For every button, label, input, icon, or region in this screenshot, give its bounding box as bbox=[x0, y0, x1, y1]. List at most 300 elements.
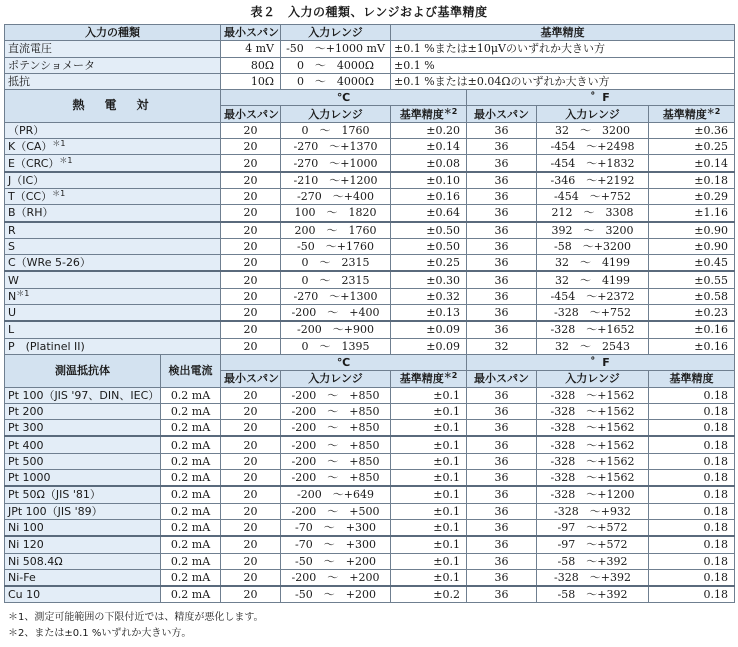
c-accuracy: ±0.09 bbox=[391, 338, 467, 354]
rtd-name: Pt 500 bbox=[5, 453, 161, 469]
c-accuracy: ±0.1 bbox=[391, 519, 467, 536]
f-accuracy: 0.18 bbox=[649, 436, 735, 453]
c-range: -200 ～+649 bbox=[281, 486, 391, 503]
f-min-span: 36 bbox=[467, 586, 537, 603]
rtd-current: 0.2 mA bbox=[161, 486, 221, 503]
f-accuracy: ±0.55 bbox=[649, 271, 735, 288]
f-range: -328 ～+1562 bbox=[537, 387, 649, 403]
c-min-span: 20 bbox=[221, 188, 281, 204]
input-accuracy: ±0.1 % bbox=[391, 57, 735, 73]
tc-name-label: L bbox=[8, 323, 15, 337]
c-range: -270 ～+1300 bbox=[281, 288, 391, 304]
f-range: -328 ～+1562 bbox=[537, 420, 649, 437]
f-min-span: 36 bbox=[467, 553, 537, 569]
f-accuracy: 0.18 bbox=[649, 503, 735, 519]
f-range: -454 ～+2372 bbox=[537, 288, 649, 304]
f-min-span: 36 bbox=[467, 305, 537, 322]
f-min-span: 36 bbox=[467, 403, 537, 419]
rtd-current: 0.2 mA bbox=[161, 403, 221, 419]
col-accuracy-label: 基準精度 bbox=[662, 107, 707, 121]
input-row bbox=[5, 73, 735, 89]
c-range: -200 ～ +400 bbox=[281, 305, 391, 322]
tc-name-label: E（CRC） bbox=[8, 156, 60, 170]
section-title: 熱 電 対 bbox=[5, 90, 221, 123]
f-range: -58 ～+3200 bbox=[537, 238, 649, 254]
c-range: -210 ～+1200 bbox=[281, 172, 391, 189]
header-min-span: 最小スパン bbox=[221, 25, 281, 41]
input-accuracy: ±0.1 %または±0.04Ωのいずれか大きい方 bbox=[391, 73, 735, 89]
c-accuracy: ±0.30 bbox=[391, 271, 467, 288]
f-range: 32 ～ 4199 bbox=[537, 271, 649, 288]
f-range: -346 ～+2192 bbox=[537, 172, 649, 189]
note-mark: ＊2 bbox=[443, 371, 458, 381]
f-min-span: 36 bbox=[467, 122, 537, 138]
c-min-span: 20 bbox=[221, 436, 281, 453]
unit-fahrenheit: ゜F bbox=[467, 90, 735, 106]
f-accuracy: ±0.25 bbox=[649, 139, 735, 155]
tc-row bbox=[5, 338, 735, 354]
c-accuracy: ±0.10 bbox=[391, 172, 467, 189]
tc-row bbox=[5, 205, 735, 222]
tc-name-label: S bbox=[8, 240, 15, 253]
f-accuracy: 0.18 bbox=[649, 403, 735, 419]
col-min-span: 最小スパン bbox=[467, 371, 537, 387]
input-min-span: 4 mV bbox=[221, 41, 281, 57]
rtd-row bbox=[5, 519, 735, 536]
c-min-span: 20 bbox=[221, 205, 281, 222]
tc-name-label: J（IC） bbox=[8, 173, 45, 187]
f-accuracy: ±0.90 bbox=[649, 222, 735, 239]
f-min-span: 36 bbox=[467, 569, 537, 586]
table-title: 表２ 入力の種類、レンジおよび基準精度 bbox=[250, 5, 488, 19]
f-range: -328 ～+392 bbox=[537, 569, 649, 586]
rtd-name: Ni 100 bbox=[5, 519, 161, 536]
col-accuracy-label: 基準精度 bbox=[399, 107, 444, 121]
f-min-span: 36 bbox=[467, 519, 537, 536]
tc-row bbox=[5, 321, 735, 338]
col-accuracy bbox=[649, 106, 735, 122]
c-accuracy: ±0.64 bbox=[391, 205, 467, 222]
c-range: -50 ～ +200 bbox=[281, 553, 391, 569]
c-accuracy: ±0.1 bbox=[391, 403, 467, 419]
rtd-name: Pt 200 bbox=[5, 403, 161, 419]
f-accuracy: 0.18 bbox=[649, 387, 735, 403]
f-accuracy: ±0.18 bbox=[649, 172, 735, 189]
tc-row bbox=[5, 122, 735, 138]
tc-name-label: W bbox=[8, 273, 19, 287]
f-accuracy: 0.18 bbox=[649, 420, 735, 437]
c-range: -200 ～ +500 bbox=[281, 503, 391, 519]
c-accuracy: ±0.20 bbox=[391, 122, 467, 138]
f-min-span: 36 bbox=[467, 486, 537, 503]
col-input-range: 入力レンジ bbox=[281, 106, 391, 122]
c-min-span: 20 bbox=[221, 536, 281, 553]
f-accuracy: ±0.29 bbox=[649, 188, 735, 204]
f-range: -328 ～+932 bbox=[537, 503, 649, 519]
tc-name-label: T（CC） bbox=[8, 190, 53, 204]
tc-row bbox=[5, 255, 735, 272]
c-accuracy: ±0.1 bbox=[391, 553, 467, 569]
col-min-span: 最小スパン bbox=[221, 371, 281, 387]
tc-name bbox=[5, 188, 221, 204]
tc-row bbox=[5, 305, 735, 322]
col-min-span: 最小スパン bbox=[467, 106, 537, 122]
c-accuracy: ±0.32 bbox=[391, 288, 467, 304]
c-range: 0 ～ 2315 bbox=[281, 271, 391, 288]
f-min-span: 36 bbox=[467, 139, 537, 155]
rtd-name: Pt 300 bbox=[5, 420, 161, 437]
unit-fahrenheit: ゜F bbox=[467, 354, 735, 370]
f-range: -328 ～+1562 bbox=[537, 403, 649, 419]
c-range: -200 ～ +850 bbox=[281, 470, 391, 487]
c-accuracy: ±0.1 bbox=[391, 436, 467, 453]
rtd-name: Ni 508.4Ω bbox=[5, 553, 161, 569]
tc-name bbox=[5, 122, 221, 138]
c-accuracy: ±0.1 bbox=[391, 569, 467, 586]
f-accuracy: 0.18 bbox=[649, 519, 735, 536]
input-type-name: ポテンショメータ bbox=[5, 57, 221, 73]
footnotes bbox=[8, 610, 264, 642]
rtd-row bbox=[5, 586, 735, 603]
rtd-row bbox=[5, 503, 735, 519]
c-accuracy: ±0.1 bbox=[391, 453, 467, 469]
f-accuracy: ±0.45 bbox=[649, 255, 735, 272]
input-accuracy: ±0.1 %または±10μVのいずれか大きい方 bbox=[391, 41, 735, 57]
c-accuracy: ±0.2 bbox=[391, 586, 467, 603]
f-range: -328 ～+1562 bbox=[537, 453, 649, 469]
f-min-span: 36 bbox=[467, 436, 537, 453]
rtd-current: 0.2 mA bbox=[161, 569, 221, 586]
spec-table bbox=[4, 24, 735, 603]
c-min-span: 20 bbox=[221, 420, 281, 437]
tc-name bbox=[5, 139, 221, 155]
rtd-row bbox=[5, 420, 735, 437]
rtd-row bbox=[5, 486, 735, 503]
c-range: 200 ～ 1760 bbox=[281, 222, 391, 239]
col-accuracy bbox=[391, 106, 467, 122]
tc-name bbox=[5, 321, 221, 338]
c-range: -200 ～+900 bbox=[281, 321, 391, 338]
rtd-current: 0.2 mA bbox=[161, 586, 221, 603]
c-min-span: 20 bbox=[221, 122, 281, 138]
c-min-span: 20 bbox=[221, 238, 281, 254]
f-range: -328 ～+1562 bbox=[537, 470, 649, 487]
tc_table-unit-row bbox=[5, 90, 735, 106]
col-input-range: 入力レンジ bbox=[281, 371, 391, 387]
tc-name bbox=[5, 238, 221, 254]
f-range: 32 ～ 3200 bbox=[537, 122, 649, 138]
f-range: 392 ～ 3200 bbox=[537, 222, 649, 239]
c-accuracy: ±0.09 bbox=[391, 321, 467, 338]
f-range: 212 ～ 3308 bbox=[537, 205, 649, 222]
f-accuracy: ±1.16 bbox=[649, 205, 735, 222]
tc-name bbox=[5, 155, 221, 172]
input-row bbox=[5, 57, 735, 73]
f-min-span: 36 bbox=[467, 271, 537, 288]
c-min-span: 20 bbox=[221, 271, 281, 288]
c-min-span: 20 bbox=[221, 569, 281, 586]
f-min-span: 36 bbox=[467, 255, 537, 272]
current-header: 検出電流 bbox=[161, 354, 221, 387]
c-accuracy: ±0.25 bbox=[391, 255, 467, 272]
tc-name bbox=[5, 338, 221, 354]
c-min-span: 20 bbox=[221, 139, 281, 155]
tc-row bbox=[5, 172, 735, 189]
f-accuracy: 0.18 bbox=[649, 470, 735, 487]
tc-name-label: R bbox=[8, 223, 16, 237]
note-mark: ＊1 bbox=[52, 189, 66, 199]
f-accuracy: 0.18 bbox=[649, 536, 735, 553]
c-accuracy: ±0.50 bbox=[391, 238, 467, 254]
f-min-span: 36 bbox=[467, 503, 537, 519]
col-accuracy-label: 基準精度 bbox=[399, 372, 444, 386]
input-row bbox=[5, 41, 735, 57]
f-range: -328 ～+1200 bbox=[537, 486, 649, 503]
f-range: 32 ～ 2543 bbox=[537, 338, 649, 354]
col-min-span: 最小スパン bbox=[221, 106, 281, 122]
f-accuracy: ±0.14 bbox=[649, 155, 735, 172]
tc-name-label: U bbox=[8, 306, 17, 320]
c-range: 0 ～ 1760 bbox=[281, 122, 391, 138]
tc-name bbox=[5, 222, 221, 239]
input-range: 0 ～ 4000Ω bbox=[281, 57, 391, 73]
f-accuracy: 0.18 bbox=[649, 586, 735, 603]
rtd-row bbox=[5, 387, 735, 403]
f-accuracy: ±0.58 bbox=[649, 288, 735, 304]
c-accuracy: ±0.1 bbox=[391, 536, 467, 553]
c-min-span: 20 bbox=[221, 155, 281, 172]
f-range: -454 ～+1832 bbox=[537, 155, 649, 172]
f-range: -454 ～+752 bbox=[537, 188, 649, 204]
c-range: -270 ～+1370 bbox=[281, 139, 391, 155]
c-accuracy: ±0.14 bbox=[391, 139, 467, 155]
tc-name-label: P (Platinel II) bbox=[8, 339, 85, 353]
rtd-row bbox=[5, 536, 735, 553]
c-min-span: 20 bbox=[221, 338, 281, 354]
c-min-span: 20 bbox=[221, 403, 281, 419]
f-min-span: 36 bbox=[467, 453, 537, 469]
col-input-range: 入力レンジ bbox=[537, 106, 649, 122]
tc-name bbox=[5, 172, 221, 189]
f-range: -58 ～+392 bbox=[537, 586, 649, 603]
rtd-current: 0.2 mA bbox=[161, 387, 221, 403]
c-range: -50 ～+1760 bbox=[281, 238, 391, 254]
tc-row bbox=[5, 139, 735, 155]
input-min-span: 10Ω bbox=[221, 73, 281, 89]
rtd-name: Ni 120 bbox=[5, 536, 161, 553]
col-accuracy bbox=[649, 371, 735, 387]
c-accuracy: ±0.1 bbox=[391, 420, 467, 437]
tc-name bbox=[5, 305, 221, 322]
c-min-span: 20 bbox=[221, 288, 281, 304]
c-min-span: 20 bbox=[221, 486, 281, 503]
tc-row bbox=[5, 238, 735, 254]
rtd-row bbox=[5, 436, 735, 453]
rtd-row bbox=[5, 569, 735, 586]
c-min-span: 20 bbox=[221, 453, 281, 469]
rtd-name: Cu 10 bbox=[5, 586, 161, 603]
section-title: 測温抵抗体 bbox=[5, 354, 161, 387]
note-mark: ＊2 bbox=[443, 106, 458, 116]
c-range: -270 ～+1000 bbox=[281, 155, 391, 172]
tc-name bbox=[5, 271, 221, 288]
f-min-span: 36 bbox=[467, 420, 537, 437]
tc-name bbox=[5, 288, 221, 304]
f-accuracy: 0.18 bbox=[649, 453, 735, 469]
input-type-name: 直流電圧 bbox=[5, 41, 221, 57]
f-range: -328 ～+752 bbox=[537, 305, 649, 322]
c-accuracy: ±0.16 bbox=[391, 188, 467, 204]
rtd-row bbox=[5, 470, 735, 487]
header-input-type: 入力の種類 bbox=[5, 25, 221, 41]
c-range: -200 ～ +850 bbox=[281, 387, 391, 403]
f-accuracy: ±0.16 bbox=[649, 321, 735, 338]
c-min-span: 20 bbox=[221, 255, 281, 272]
f-accuracy: ±0.36 bbox=[649, 122, 735, 138]
f-min-span: 36 bbox=[467, 188, 537, 204]
c-range: -70 ～ +300 bbox=[281, 519, 391, 536]
c-min-span: 20 bbox=[221, 470, 281, 487]
f-min-span: 36 bbox=[467, 321, 537, 338]
c-range: -270 ～+400 bbox=[281, 188, 391, 204]
f-min-span: 36 bbox=[467, 155, 537, 172]
tc-row bbox=[5, 271, 735, 288]
rtd-current: 0.2 mA bbox=[161, 553, 221, 569]
f-accuracy: ±0.90 bbox=[649, 238, 735, 254]
f-range: -454 ～+2498 bbox=[537, 139, 649, 155]
col-accuracy-label: 基準精度 bbox=[669, 372, 714, 386]
rtd-current: 0.2 mA bbox=[161, 519, 221, 536]
input-range: -50 ～+1000 mV bbox=[281, 41, 391, 57]
tc-row bbox=[5, 222, 735, 239]
header-input-range: 入力レンジ bbox=[281, 25, 391, 41]
c-accuracy: ±0.50 bbox=[391, 222, 467, 239]
c-accuracy: ±0.13 bbox=[391, 305, 467, 322]
f-range: -328 ～+1652 bbox=[537, 321, 649, 338]
c-accuracy: ±0.08 bbox=[391, 155, 467, 172]
c-range: -200 ～ +850 bbox=[281, 436, 391, 453]
spec-table-body bbox=[5, 25, 735, 603]
c-min-span: 20 bbox=[221, 387, 281, 403]
rtd-name: Ni-Fe bbox=[5, 569, 161, 586]
rtd-row bbox=[5, 553, 735, 569]
c-min-span: 20 bbox=[221, 503, 281, 519]
tc-row bbox=[5, 155, 735, 172]
c-range: -200 ～ +850 bbox=[281, 453, 391, 469]
f-accuracy: 0.18 bbox=[649, 553, 735, 569]
f-accuracy: 0.18 bbox=[649, 486, 735, 503]
c-accuracy: ±0.1 bbox=[391, 503, 467, 519]
c-range: -200 ～ +850 bbox=[281, 420, 391, 437]
rtd-name: Pt 1000 bbox=[5, 470, 161, 487]
f-min-span: 36 bbox=[467, 536, 537, 553]
input-type-name: 抵抗 bbox=[5, 73, 221, 89]
rtd_table-unit-row bbox=[5, 354, 735, 370]
c-min-span: 20 bbox=[221, 519, 281, 536]
c-range: -70 ～ +300 bbox=[281, 536, 391, 553]
f-range: -97 ～+572 bbox=[537, 519, 649, 536]
rtd-current: 0.2 mA bbox=[161, 536, 221, 553]
c-range: -200 ～ +850 bbox=[281, 403, 391, 419]
f-min-span: 36 bbox=[467, 238, 537, 254]
rtd-name: JPt 100（JIS '89） bbox=[5, 503, 161, 519]
f-min-span: 36 bbox=[467, 205, 537, 222]
c-min-span: 20 bbox=[221, 553, 281, 569]
footnote-2: ＊2、または±0.1 %いずれか大きい方。 bbox=[8, 628, 192, 639]
c-min-span: 20 bbox=[221, 172, 281, 189]
f-min-span: 36 bbox=[467, 470, 537, 487]
note-mark: ＊2 bbox=[706, 106, 721, 116]
footnote-1: ＊1、測定可能範囲の下限付近では、精度が悪化します。 bbox=[8, 612, 264, 623]
rtd-current: 0.2 mA bbox=[161, 470, 221, 487]
rtd-name: Pt 50Ω（JIS '81） bbox=[5, 486, 161, 503]
note-mark: ＊1 bbox=[59, 155, 73, 165]
c-range: 100 ～ 1820 bbox=[281, 205, 391, 222]
c-min-span: 20 bbox=[221, 321, 281, 338]
tc-name-label: C（WRe 5-26） bbox=[8, 256, 91, 270]
f-min-span: 36 bbox=[467, 222, 537, 239]
c-min-span: 20 bbox=[221, 586, 281, 603]
f-range: -97 ～+572 bbox=[537, 536, 649, 553]
unit-celsius: ℃ bbox=[221, 354, 467, 370]
input-range: 0 ～ 4000Ω bbox=[281, 73, 391, 89]
c-range: 0 ～ 2315 bbox=[281, 255, 391, 272]
rtd-current: 0.2 mA bbox=[161, 453, 221, 469]
rtd-current: 0.2 mA bbox=[161, 420, 221, 437]
f-min-span: 32 bbox=[467, 338, 537, 354]
rtd-name: Pt 400 bbox=[5, 436, 161, 453]
f-accuracy: 0.18 bbox=[649, 569, 735, 586]
c-min-span: 20 bbox=[221, 305, 281, 322]
tc-name-label: B（RH） bbox=[8, 206, 54, 220]
tc-row bbox=[5, 188, 735, 204]
rtd-current: 0.2 mA bbox=[161, 436, 221, 453]
header-accuracy: 基準精度 bbox=[391, 25, 735, 41]
unit-celsius: ℃ bbox=[221, 90, 467, 106]
c-min-span: 20 bbox=[221, 222, 281, 239]
f-range: -58 ～+392 bbox=[537, 553, 649, 569]
col-input-range: 入力レンジ bbox=[537, 371, 649, 387]
c-accuracy: ±0.1 bbox=[391, 486, 467, 503]
tc-name-label: N bbox=[8, 289, 17, 303]
f-accuracy: ±0.16 bbox=[649, 338, 735, 354]
input-header-row bbox=[5, 25, 735, 41]
col-accuracy bbox=[391, 371, 467, 387]
note-mark: ＊1 bbox=[16, 288, 30, 298]
tc-name-label: K（CA） bbox=[8, 140, 53, 154]
tc-name bbox=[5, 205, 221, 222]
rtd-row bbox=[5, 403, 735, 419]
f-range: -328 ～+1562 bbox=[537, 436, 649, 453]
c-range: -50 ～ +200 bbox=[281, 586, 391, 603]
f-range: 32 ～ 4199 bbox=[537, 255, 649, 272]
note-mark: ＊1 bbox=[52, 139, 66, 149]
rtd-row bbox=[5, 453, 735, 469]
rtd-name: Pt 100（JIS '97、DIN、IEC） bbox=[5, 387, 161, 403]
f-min-span: 36 bbox=[467, 172, 537, 189]
input-min-span: 80Ω bbox=[221, 57, 281, 73]
c-accuracy: ±0.1 bbox=[391, 387, 467, 403]
f-accuracy: ±0.23 bbox=[649, 305, 735, 322]
tc-name-label: （PR） bbox=[8, 123, 45, 137]
rtd-current: 0.2 mA bbox=[161, 503, 221, 519]
tc-name bbox=[5, 255, 221, 272]
c-range: -200 ～ +200 bbox=[281, 569, 391, 586]
c-range: 0 ～ 1395 bbox=[281, 338, 391, 354]
f-min-span: 36 bbox=[467, 288, 537, 304]
f-min-span: 36 bbox=[467, 387, 537, 403]
c-accuracy: ±0.1 bbox=[391, 470, 467, 487]
